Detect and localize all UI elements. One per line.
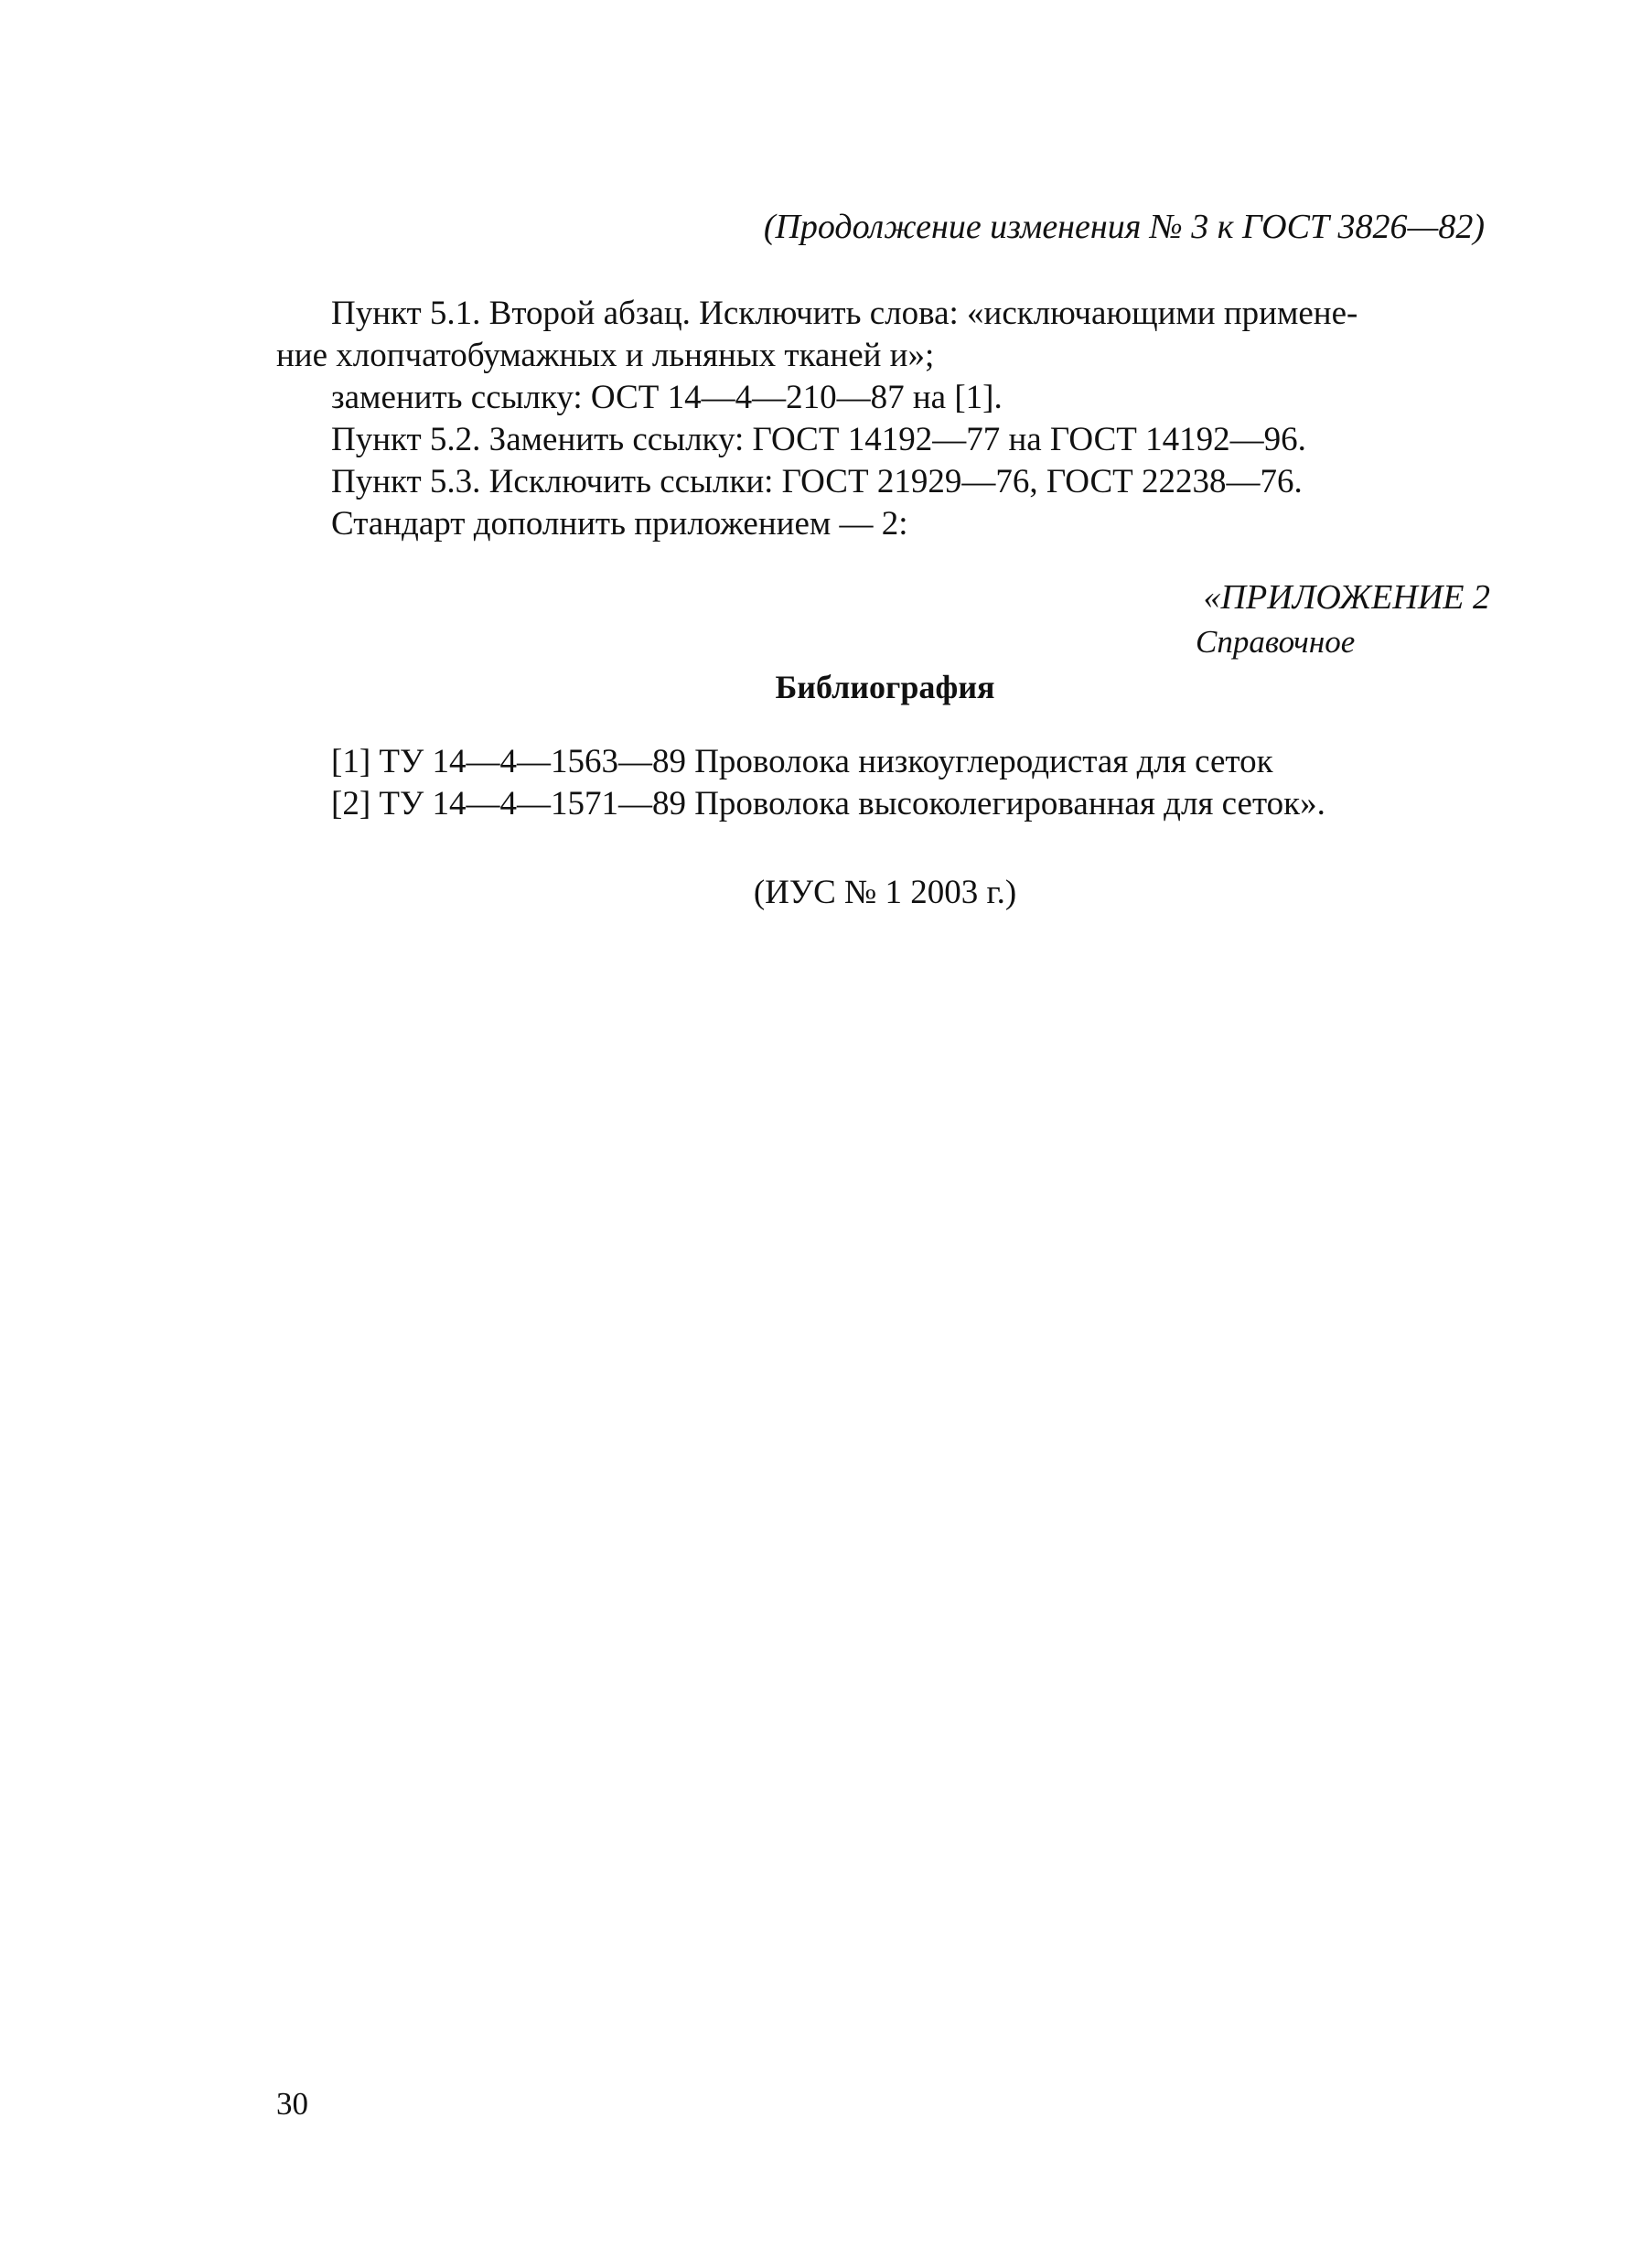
- paragraph-line: заменить ссылку: ОСТ 14—4—210—87 на [1].: [331, 379, 1003, 416]
- paragraph-line: Стандарт дополнить приложением — 2:: [331, 505, 908, 543]
- appendix-subtitle: Справочное: [1196, 624, 1356, 660]
- continuation-header: (Продолжение изменения № 3 к ГОСТ 3826—82): [763, 208, 1485, 246]
- paragraph-line: Пункт 5.1. Второй абзац. Исключить слова: «исключающими примене-: [331, 295, 1358, 332]
- bibliography-item: [1] ТУ 14—4—1563—89 Проволока низкоуглеродистая для сеток: [331, 743, 1273, 780]
- paragraph-line: ние хлопчатобумажных и льняных тканей и»;: [276, 337, 935, 374]
- source-note: (ИУС № 1 2003 г.): [753, 874, 1017, 911]
- page-number: 30: [276, 2086, 308, 2122]
- paragraph-line: Пункт 5.2. Заменить ссылку: ГОСТ 14192—77 на ГОСТ 14192—96.: [331, 421, 1306, 458]
- bibliography-item: [2] ТУ 14—4—1571—89 Проволока высоколегированная для сеток».: [331, 785, 1325, 822]
- appendix-title: «ПРИЛОЖЕНИЕ 2: [1203, 578, 1490, 617]
- paragraph-line: Пункт 5.3. Исключить ссылки: ГОСТ 21929—76, ГОСТ 22238—76.: [331, 463, 1303, 500]
- bibliography-heading: Библиография: [775, 669, 995, 705]
